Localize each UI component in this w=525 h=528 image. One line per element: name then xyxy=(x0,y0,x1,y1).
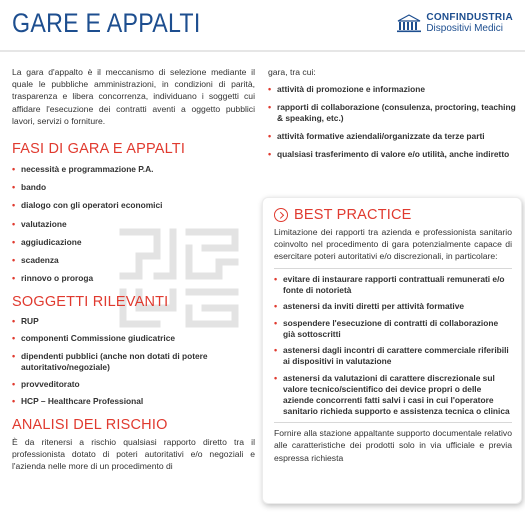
soggetti-heading: SOGGETTI RILEVANTI xyxy=(12,294,169,311)
divider xyxy=(274,268,512,269)
logo-line2: Dispositivi Medici xyxy=(426,23,503,34)
list-item: • scadenza xyxy=(12,255,255,266)
list-item: • astenersi da inviti diretti per attività formative xyxy=(274,301,512,312)
header xyxy=(0,0,525,52)
list-item: • valutazione xyxy=(12,219,255,230)
logo xyxy=(396,12,513,34)
fasi-list xyxy=(12,164,255,284)
best-practice-list xyxy=(274,274,512,417)
best-practice-box xyxy=(262,197,522,504)
list-item: • HCP – Healthcare Professional xyxy=(12,396,255,407)
list-item: • qualsiasi trasferimento di valore e/o utilità, anche indiretto xyxy=(268,149,518,160)
rischio-continuation: gara, tra cui: xyxy=(268,67,316,77)
list-item: • necessità e programmazione P.A. xyxy=(12,164,255,175)
best-practice-intro: Limitazione dei rapporti tra azienda e professionista sanitario coinvolto nel procedimento di gara potenzialmente capace di esercitare poteri autoritativi e/o discrezionali, in particolare: xyxy=(274,227,512,262)
soggetti-list xyxy=(12,316,255,407)
best-practice-heading: BEST PRACTICE xyxy=(294,207,412,223)
rischio-paragraph: È da ritenersi a rischio qualsiasi rapporto diretto tra il professionista dotato di poteri autoritativi e/o negoziali e l'azienda nelle more di un procedimento di xyxy=(12,436,255,472)
rischio-heading: ANALISI DEL RISCHIO xyxy=(12,416,168,433)
rischio-list xyxy=(268,84,518,160)
page-title: GARE E APPALTI xyxy=(12,8,201,38)
list-item: • dialogo con gli operatori economici xyxy=(12,200,255,211)
divider xyxy=(274,422,512,423)
list-item: • evitare di instaurare rapporti contrattuali remunerati e/o fonte di notorietà xyxy=(274,274,512,296)
list-item: • componenti Commissione giudicatrice xyxy=(12,333,255,344)
list-item: • provveditorato xyxy=(12,379,255,390)
best-practice-footer: Fornire alla stazione appaltante supporto documentale relativo alle caratteristiche dei prodotti solo in via ufficiale e previa espressa richiesta xyxy=(274,428,512,463)
list-item: • rinnovo o proroga xyxy=(12,273,255,284)
list-item: • astenersi dagli incontri di carattere commerciale riferibili ai dispositivi in valutazione xyxy=(274,345,512,367)
chevron-circle-icon xyxy=(274,208,288,222)
list-item: • attività di promozione e informazione xyxy=(268,84,518,95)
list-item: • rapporti di collaborazione (consulenza, proctoring, teaching & speaking, etc.) xyxy=(268,102,518,124)
list-item: • bando xyxy=(12,182,255,193)
left-column xyxy=(12,66,255,473)
list-item: • attività formative aziendali/organizzate da terze parti xyxy=(268,131,518,142)
list-item: • aggiudicazione xyxy=(12,237,255,248)
list-item: • dipendenti pubblici (anche non dotati di potere autoritativo/negoziale) xyxy=(12,351,255,373)
list-item: • astenersi da valutazioni di carattere discrezionale sul valore tecnico/scientifico dei device propri o delle aziende concorrenti fatti salvi i casi in cui l'operatore sanitario richieda supporto e assistenza tecnica o clinica xyxy=(274,373,512,417)
intro-paragraph: La gara d'appalto è il meccanismo di selezione mediante il quale le pubbliche amministrazioni, in condizioni di parità, trasparenza e libera concorrenza, individuano i soggetti cui affidare l'esecuzione dei contratti aventi a oggetto pubblici lavori, servizi o forniture. xyxy=(12,67,255,126)
list-item: • RUP xyxy=(12,316,255,327)
right-column xyxy=(268,66,518,167)
confindustria-logo-icon xyxy=(396,13,422,33)
header-divider xyxy=(0,50,525,52)
logo-line1: CONFINDUSTRIA xyxy=(426,12,513,23)
list-item: • sospendere l'esecuzione di contratti di collaborazione già sottoscritti xyxy=(274,318,512,340)
fasi-heading: FASI DI GARA E APPALTI xyxy=(12,141,186,158)
